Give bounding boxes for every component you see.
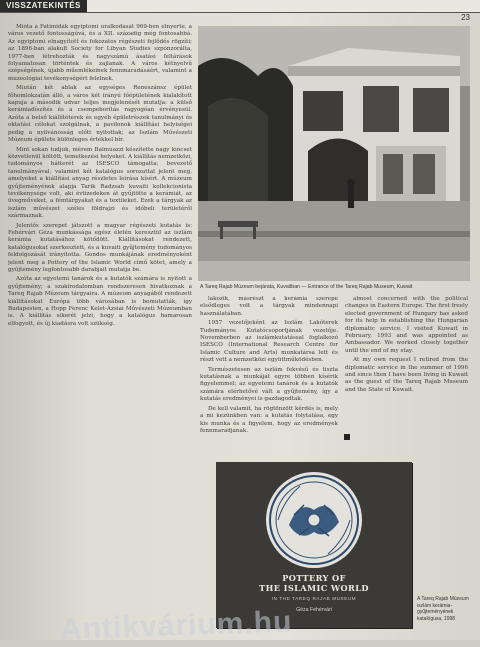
book-subtitle: IN THE TAREQ RAJAB MUSEUM [271,596,357,601]
photo-caption: A Tareq Rajab Múzeum bejárata, Kuvaitban — Entrance of the Tareq Rajab Museum, Kuwait [200,284,413,290]
paragraph: De kell valamit, ha rögtönzött kérdés is, mely a mi kezünkben van: a kutatás folytatása, egy kis munka és a figyelem, hogy az eredmények fennmaradjanak. [200,405,338,434]
left-text-column [8,24,192,628]
museum-building-image [198,26,470,281]
paragraph: Mióta a Fatimidák egyiptomi uralkodását 969-ben elnyerte, a város vezető fontosságúvá, és a XII. századig még fontosabbá. Az egyiptomi elnagyított és fokozatos régészeti fejlődés rögzíti; az 1896-ban alakult Society for Libyan Studies szponzorálta, 1977-ben létrehozták és nagyszámú ásatási feltárások folyamatosan történtek és zajlanak. A város kétnyelvű szépségének, újabb műemlékeinek fennmaradásáért, valamint a muzeológiai tevékenységért felelnek. [8,24,192,82]
paragraph: Jelentős szerepet játszott a magyar régészeti kutatás is: Fehérvári Géza munkássága egész életén keresztül az iszlám kerámia kutatásához kötődött. Kiállításokat rendezett, katalógusokat szerkesztett, és a kuvaiti gyűjtemény tudományos feldolgozását irányította. Gondos munkájának eredményeként jelent meg a Pottery of the Islamic World című kötet, amely a gyűjtemény legfontosabb darabjait mutatja be. [8,222,192,273]
museum-entrance-photo [198,26,470,281]
paragraph: Természetesen az iszlám fekvésű és tiszta kutatásnak a munkáját egyre többen kísérik figyelemmel; az egyetemi tanárok és a kutatók számára elérhetővé vált a gyűjtemény, így a kutatás eredményei is gazdagodtak. [200,366,338,403]
paragraph: 1957 vezetőjeként az Iszlám Lakóterek Tudományos Kutatócsoportjának vezetője. Novemberben az iszlámkutatással foglalkozó ISESCO (International Research Centre for Islamic Culture and Arts) munkatársa lett és részt vett a nemzetközi együttműködésben. [200,320,338,364]
ceramic-plate-image [264,470,364,570]
book-title-line: THE ISLAMIC WORLD [259,582,369,593]
paragraph: almost concerned with the political changes in Eastern Europe. The first freely elected government of Hungary has asked for its help in establishing the Hungarian diplomatic service. I visited Kuwait in February, 1993 and was appointed as Ambassador. We worked closely together until the end of my stay. [345,296,468,354]
book-title-line: POTTERY OF [282,573,346,583]
paragraph: Mint sokan tudjuk, mérem Balmuazzi készítette nagy kincset közvetlenül költött, temetkezési helyeket. A kiállítás nemzetközi, tudományos hátterét az ISESCO támogatta; bevezető tanulmányával, valamint két katalógus sorozattal jelent meg, amelyeket a kiállítási anyag részletes leírása kísért. A múzeum gyűjteményének alapja Tarik Radzsab kuvaiti kollekcionista tevékenysége volt, aki évtizedeken át gyűjtötte a kerámiát, az üvegműveket, a fémtárgyakat és a textileket. Ezek a tárgyak az iszlám művészet széles földrajzi és időbeli területéről származnak. [8,146,192,220]
book-author: Géza Fehérvári [296,607,332,613]
page-number: 23 [461,13,470,22]
right-text-column [345,296,468,440]
paragraph: Miután két ablak az egységes Reneszánsz épület főhomlokzatán álló, a város két irányú főépületének kialakított kapuja a második udvar teljes megjelenését mutatja: a külső kerámiadíszítés és a csempeborítás ragyogóan érvényesül. Azóta a belső kiállítóterek és egyéb épületrészek tanulmányi és oktatási célokat szolgálnak, a pavilonok kiállítási helyiségei pedig a nyilvánosság előtt nyitottak; az Iszlám Művészeti Múzeum épülete különleges értékkel bír. [8,85,192,144]
book-title [216,574,412,593]
paragraph: Azóta az egyetemi tanárok és a kutatók számára is nyitott a gyűjtemény; a szakirodalomban rendszeresen hivatkoznak a Tareq Rajab Múzeum tárgyaira. A múzeum anyagából rendezett kiállításokat Európa több városában is bemutatták, így Budapesten, a Hopp Ferenc Kelet-Ázsiai Művészeti Múzeumban is. A kiállítás sikerét jelzi, hogy a katalógus hamarosan elfogyott, és új kiadásra volt szükség. [8,276,192,327]
watermark: Antikvárium.hu [59,605,293,647]
middle-text-column [200,296,338,440]
book-caption: A Tareq Rajab Múzeum iszlám kerámia-gyűjteményének katalógusa, 1998 [417,596,469,622]
section-label: VISSZATEKINTÉS [0,0,87,12]
paragraph: lakozik, másrészt a kerámia szerepe elsődleges volt a tárgyak mindennapi használatában. [200,296,338,317]
paragraph: At my own request I retired from the diplomatic service in the summer of 1996 and since then I have been living in Kuwait as the guest of the Tareq Rajab Museum and the State of Kuwait. [345,357,468,393]
